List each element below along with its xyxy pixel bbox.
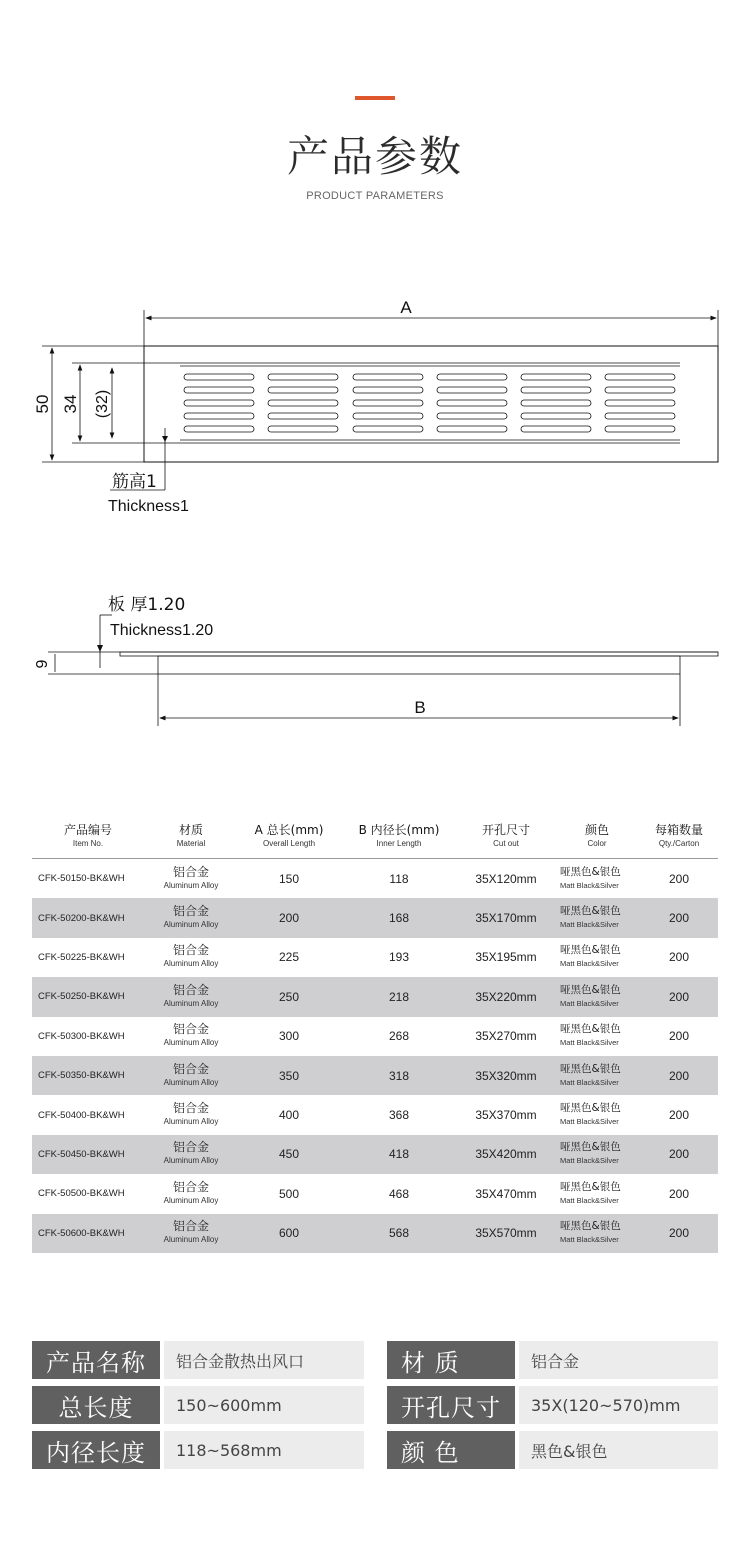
cell-overall-length: 150	[278, 871, 300, 886]
cell-inner-length: 568	[388, 1226, 410, 1241]
table-row	[32, 1056, 718, 1095]
cell-overall-length: 400	[278, 1108, 300, 1123]
material-en: Aluminum Alloy	[163, 1156, 219, 1166]
dim-b-label: B	[414, 698, 426, 717]
cell-qty: 200	[668, 1108, 690, 1123]
cell-overall-length: 500	[278, 1186, 300, 1201]
table-row	[32, 859, 718, 898]
vent-slot	[605, 413, 675, 419]
rib-height-label-zh: 筋高1	[112, 472, 157, 492]
cell-inner-length: 218	[388, 989, 410, 1004]
cell-qty: 200	[668, 950, 690, 965]
vent-slot	[353, 400, 423, 406]
cell-qty: 200	[668, 1029, 690, 1044]
cell-qty: 200	[668, 1068, 690, 1083]
cell-item-no: CFK-50300-BK&WH	[38, 1030, 125, 1042]
material-en: Aluminum Alloy	[163, 1195, 219, 1205]
table-row	[32, 1174, 718, 1213]
color-en: Matt Black&Silver	[560, 1195, 619, 1205]
header-cut-out: 开孔尺寸 Cut out	[481, 823, 530, 848]
vent-slot	[353, 374, 423, 380]
vent-slot	[437, 387, 507, 393]
cell-cut-out: 35X320mm	[475, 1068, 537, 1083]
cell-overall-length: 300	[278, 1029, 300, 1044]
cell-qty: 200	[668, 911, 690, 926]
side-view-drawing	[0, 590, 750, 740]
vent-slot	[268, 426, 338, 432]
cell-cut-out: 35X270mm	[475, 1029, 537, 1044]
color-en: Matt Black&Silver	[560, 920, 619, 930]
material-zh: 铝合金	[172, 1101, 209, 1116]
cell-inner-length: 193	[388, 950, 410, 965]
cell-cut-out: 35X470mm	[475, 1186, 537, 1201]
cell-cut-out: 35X195mm	[475, 950, 537, 965]
vent-slot	[268, 387, 338, 393]
cell-color	[554, 1181, 640, 1207]
rib-height-label-en: Thickness1	[108, 498, 189, 515]
cell-cut-out: 35X420mm	[475, 1147, 537, 1162]
vent-slot	[605, 374, 675, 380]
vent-slot	[184, 387, 254, 393]
color-zh: 哑黑色&银色	[560, 1062, 621, 1075]
cell-inner-length: 168	[388, 911, 410, 926]
color-en: Matt Black&Silver	[560, 1156, 619, 1166]
spec-color	[387, 1431, 718, 1469]
vent-slot	[605, 400, 675, 406]
table-row	[32, 1095, 718, 1134]
spec-label: 内径长度	[32, 1431, 160, 1469]
header-inner-length: B 内径长(mm) Inner Length	[358, 823, 440, 848]
cell-material	[144, 1220, 238, 1246]
cell-item-no: CFK-50500-BK&WH	[38, 1188, 125, 1200]
table-row	[32, 1214, 718, 1253]
cell-cut-out: 35X220mm	[475, 989, 537, 1004]
cell-color	[554, 1023, 640, 1049]
cell-material	[144, 1023, 238, 1049]
vent-slot	[521, 413, 591, 419]
material-zh: 铝合金	[172, 1061, 209, 1076]
vent-slot	[437, 426, 507, 432]
header-item-no: 产品编号 Item No.	[63, 823, 112, 848]
spec-value: 铝合金散热出风口	[164, 1341, 364, 1379]
table-row	[32, 898, 718, 937]
color-en: Matt Black&Silver	[560, 880, 619, 890]
cell-item-no: CFK-50225-BK&WH	[38, 951, 125, 963]
color-zh: 哑黑色&银色	[560, 905, 621, 918]
parameter-table	[32, 818, 718, 1253]
header-overall-length: A 总长(mm) Overall Length	[254, 823, 324, 848]
color-zh: 哑黑色&银色	[560, 1023, 621, 1036]
cell-color	[554, 1102, 640, 1128]
vent-slot	[184, 426, 254, 432]
material-en: Aluminum Alloy	[163, 998, 219, 1008]
color-en: Matt Black&Silver	[560, 1038, 619, 1048]
material-zh: 铝合金	[172, 982, 209, 997]
vent-slot	[353, 413, 423, 419]
material-en: Aluminum Alloy	[163, 920, 219, 930]
cell-color	[554, 905, 640, 931]
cell-overall-length: 350	[278, 1068, 300, 1083]
spec-value: 铝合金	[519, 1341, 718, 1379]
vent-slot	[521, 400, 591, 406]
cell-overall-length: 250	[278, 989, 300, 1004]
vent-slot	[437, 374, 507, 380]
table-row	[32, 977, 718, 1016]
vent-slot	[437, 400, 507, 406]
cell-color	[554, 984, 640, 1010]
cell-inner-length: 418	[388, 1147, 410, 1162]
cell-qty: 200	[668, 871, 690, 886]
plate-thickness-label-en: Thickness1.20	[110, 622, 214, 639]
cell-inner-length: 368	[388, 1108, 410, 1123]
color-en: Matt Black&Silver	[560, 1077, 619, 1087]
color-zh: 哑黑色&银色	[560, 1141, 621, 1154]
vent-slots	[184, 374, 675, 432]
vent-slot	[521, 387, 591, 393]
cell-material	[144, 1141, 238, 1167]
vent-slot	[268, 400, 338, 406]
material-en: Aluminum Alloy	[163, 959, 219, 969]
cell-cut-out: 35X170mm	[475, 911, 537, 926]
material-zh: 铝合金	[172, 1219, 209, 1234]
material-en: Aluminum Alloy	[163, 880, 219, 890]
material-zh: 铝合金	[172, 1022, 209, 1037]
cell-material	[144, 1102, 238, 1128]
material-zh: 铝合金	[172, 864, 209, 879]
cell-color	[554, 944, 640, 970]
table-header	[32, 818, 718, 859]
cell-qty: 200	[668, 989, 690, 1004]
cell-color	[554, 1063, 640, 1089]
material-en: Aluminum Alloy	[163, 1235, 219, 1245]
cell-item-no: CFK-50150-BK&WH	[38, 873, 125, 885]
color-en: Matt Black&Silver	[560, 1235, 619, 1245]
dim-50-label: 50	[33, 394, 52, 414]
color-zh: 哑黑色&银色	[560, 944, 621, 957]
cell-color	[554, 866, 640, 892]
cell-item-no: CFK-50200-BK&WH	[38, 912, 125, 924]
material-en: Aluminum Alloy	[163, 1038, 219, 1048]
cell-item-no: CFK-50400-BK&WH	[38, 1109, 125, 1121]
vent-slot	[268, 374, 338, 380]
table-body	[32, 859, 718, 1253]
cell-overall-length: 200	[278, 911, 300, 926]
cell-overall-length: 600	[278, 1226, 300, 1241]
spec-label: 开孔尺寸	[387, 1386, 515, 1424]
spec-cut-out	[387, 1386, 718, 1424]
page-subtitle: PRODUCT PARAMETERS	[306, 190, 444, 202]
spec-value: 118~568mm	[164, 1431, 364, 1469]
spec-value: 黑色&银色	[519, 1431, 718, 1469]
spec-label: 颜 色	[387, 1431, 515, 1469]
color-en: Matt Black&Silver	[560, 959, 619, 969]
dim-9-label: 9	[34, 659, 51, 669]
cell-material	[144, 866, 238, 892]
spec-product-name	[32, 1341, 364, 1379]
cell-qty: 200	[668, 1147, 690, 1162]
cell-material	[144, 1181, 238, 1207]
vent-slot	[184, 413, 254, 419]
material-zh: 铝合金	[172, 1140, 209, 1155]
plate-thickness-label-zh: 板 厚1.20	[108, 595, 186, 615]
spec-label: 产品名称	[32, 1341, 160, 1379]
vent-slot	[521, 374, 591, 380]
dim-32-label: (32)	[94, 389, 111, 419]
cell-color	[554, 1220, 640, 1246]
spec-material	[387, 1341, 718, 1379]
material-zh: 铝合金	[172, 1179, 209, 1194]
material-en: Aluminum Alloy	[163, 1117, 219, 1127]
cell-color	[554, 1141, 640, 1167]
spec-inner-length	[32, 1431, 364, 1469]
title-accent-bar	[355, 96, 395, 100]
vent-slot	[184, 400, 254, 406]
cell-inner-length: 318	[388, 1068, 410, 1083]
vent-slot	[353, 387, 423, 393]
header-color: 颜色 Color	[584, 823, 609, 848]
page-title: 产品参数	[286, 132, 463, 181]
cell-inner-length: 268	[388, 1029, 410, 1044]
header-qty: 每箱数量 Qty./Carton	[654, 823, 703, 848]
spec-overall-length	[32, 1386, 364, 1424]
vent-slot	[353, 426, 423, 432]
material-zh: 铝合金	[172, 943, 209, 958]
cell-material	[144, 1063, 238, 1089]
header-material: 材质 Material	[176, 823, 206, 848]
cell-item-no: CFK-50450-BK&WH	[38, 1148, 125, 1160]
insert-profile	[158, 656, 680, 674]
cell-material	[144, 984, 238, 1010]
cell-item-no: CFK-50250-BK&WH	[38, 991, 125, 1003]
table-row	[32, 1135, 718, 1174]
cell-cut-out: 35X120mm	[475, 871, 537, 886]
vent-slot	[605, 387, 675, 393]
cell-overall-length: 450	[278, 1147, 300, 1162]
vent-slot	[184, 374, 254, 380]
color-en: Matt Black&Silver	[560, 998, 619, 1008]
vent-slot	[605, 426, 675, 432]
vent-slot	[437, 413, 507, 419]
color-zh: 哑黑色&银色	[560, 1180, 621, 1193]
material-en: Aluminum Alloy	[163, 1077, 219, 1087]
color-zh: 哑黑色&银色	[560, 865, 621, 878]
color-en: Matt Black&Silver	[560, 1117, 619, 1127]
table-row	[32, 938, 718, 977]
cell-cut-out: 35X370mm	[475, 1108, 537, 1123]
spec-value: 35X(120~570)mm	[519, 1386, 718, 1424]
cell-item-no: CFK-50350-BK&WH	[38, 1070, 125, 1082]
plate-profile	[120, 652, 718, 656]
spec-label: 总长度	[32, 1386, 160, 1424]
cell-qty: 200	[668, 1186, 690, 1201]
dim-34-label: 34	[61, 394, 80, 414]
cell-item-no: CFK-50600-BK&WH	[38, 1227, 125, 1239]
vent-slot	[521, 426, 591, 432]
color-zh: 哑黑色&银色	[560, 1220, 621, 1233]
top-view-drawing	[0, 290, 750, 520]
table-row	[32, 1017, 718, 1056]
color-zh: 哑黑色&银色	[560, 983, 621, 996]
cell-material	[144, 905, 238, 931]
cell-qty: 200	[668, 1226, 690, 1241]
cell-overall-length: 225	[278, 950, 300, 965]
cell-inner-length: 118	[389, 871, 409, 886]
dim-a-label: A	[400, 298, 412, 317]
vent-slot	[268, 413, 338, 419]
material-zh: 铝合金	[172, 904, 209, 919]
spec-value: 150~600mm	[164, 1386, 364, 1424]
spec-label: 材 质	[387, 1341, 515, 1379]
color-zh: 哑黑色&银色	[560, 1102, 621, 1115]
cell-inner-length: 468	[388, 1186, 410, 1201]
cell-material	[144, 944, 238, 970]
cell-cut-out: 35X570mm	[475, 1226, 537, 1241]
